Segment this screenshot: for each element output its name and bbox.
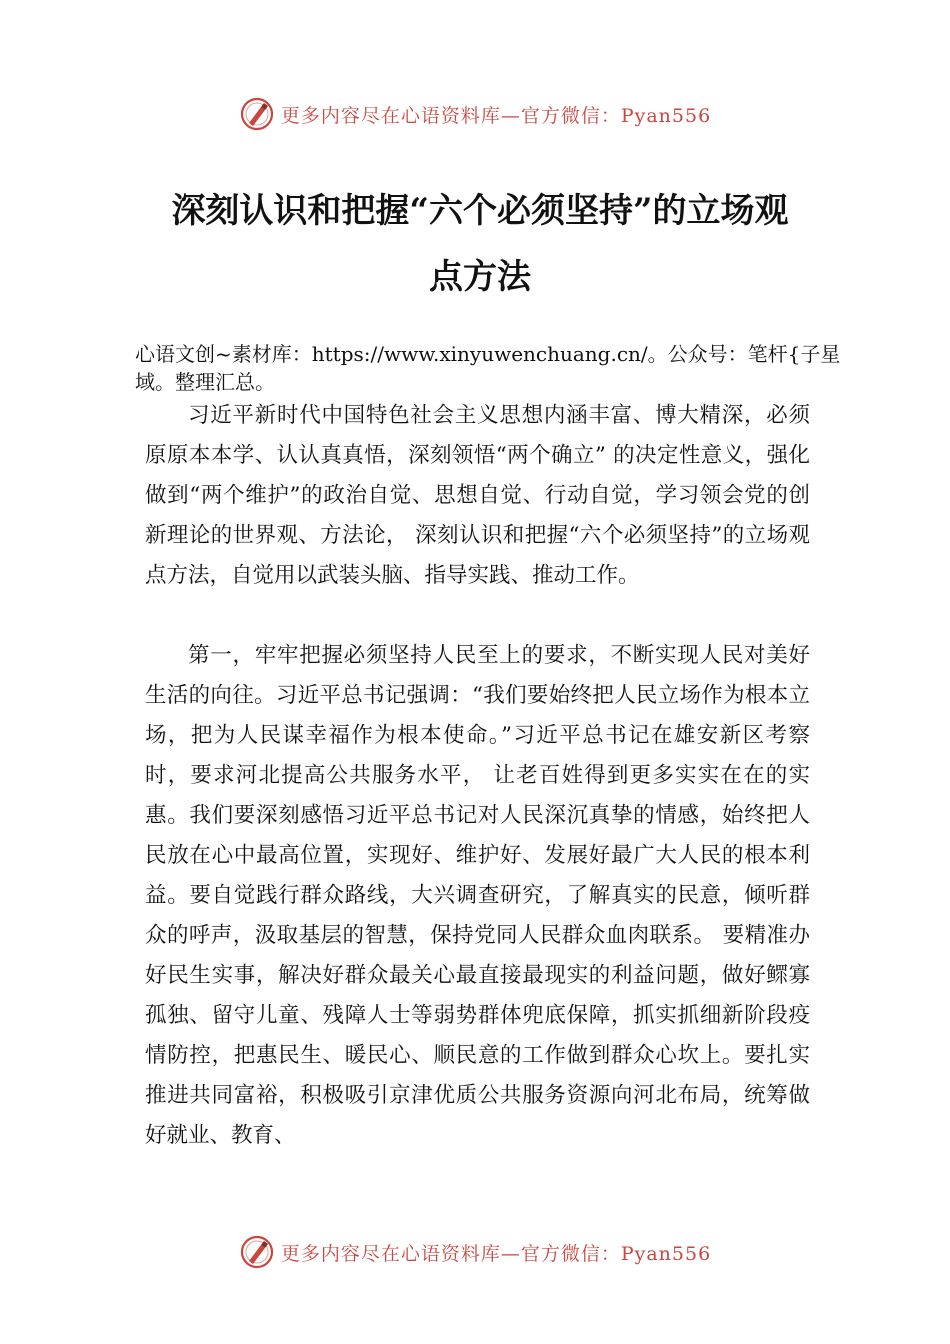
source-note: 心语文创~素材库：https://www.xinyuwenchuang.cn/。公众号：笔杆{子星域。整理汇总。 [135,342,841,394]
watermark-site-text: 更多内容尽在心语资料库 [280,104,501,127]
watermark-separator: — [500,104,521,127]
body-paragraph: 习近平新时代中国特色社会主义思想内涵丰富、博大精深，必须原原本本学、认认真真悟，深刻领悟“两个确立” 的决定性意义，强化做到“两个维护”的政治自觉、思想自觉、行动自觉，学习领会党的创新理论的世界观、方法论， 深刻认识和把握“六个必须坚持”的立场观点方法，自觉用以武装头脑、指导实践、推动工作。 [145,403,810,588]
watermark-text [281,1239,711,1266]
pen-logo-icon [239,96,275,132]
body-paragraph: 第一，牢牢把握必须坚持人民至上的要求，不断实现人民对美好生活的向往。习近平总书记强调：“我们要始终把人民立场作为根本立场，把为人民谋幸福作为根本使命。”习近平总书记在雄安新区考察时，要求河北提高公共服务水平， 让老百姓得到更多实实在在的实惠。我们要深刻感悟习近平总书记对人民深沉真挚的情感，始终把人民放在心中最高位置，实现好、维护好、发展好最广大人民的根本利益。要自觉践行群众路线，大兴调查研究，了解真实的民意，倾听群众的呼声，汲取基层的智慧，保持党同人民群众血肉联系。 要精准办好民生实事，解决好群众最关心最直接最现实的利益问题，做好鳏寡孤独、留守儿童、残障人士等弱势群体兜底保障，抓实抓细新阶段疫情防控，把惠民生、暖民心、顺民意的工作做到群众心坎上。要扎实推进共同富裕，积极吸引京津优质公共服务资源向河北布局，统筹做好就业、教育、 [145,643,810,1148]
watermark-site-text: 更多内容尽在心语资料库 [280,1242,501,1265]
watermark-separator: — [500,1242,521,1265]
header-watermark [0,92,950,136]
watermark-wechat-text: 官方微信：Pyan556 [520,104,712,127]
document-title-line-1: 深刻认识和把握“六个必须坚持”的立场观 [171,191,789,231]
document-title-line-2: 点方法 [429,257,531,297]
watermark-wechat-text: 官方微信：Pyan556 [520,1242,712,1265]
watermark-text [281,101,711,128]
footer-watermark [0,1230,950,1274]
pen-logo-icon [239,1234,275,1270]
